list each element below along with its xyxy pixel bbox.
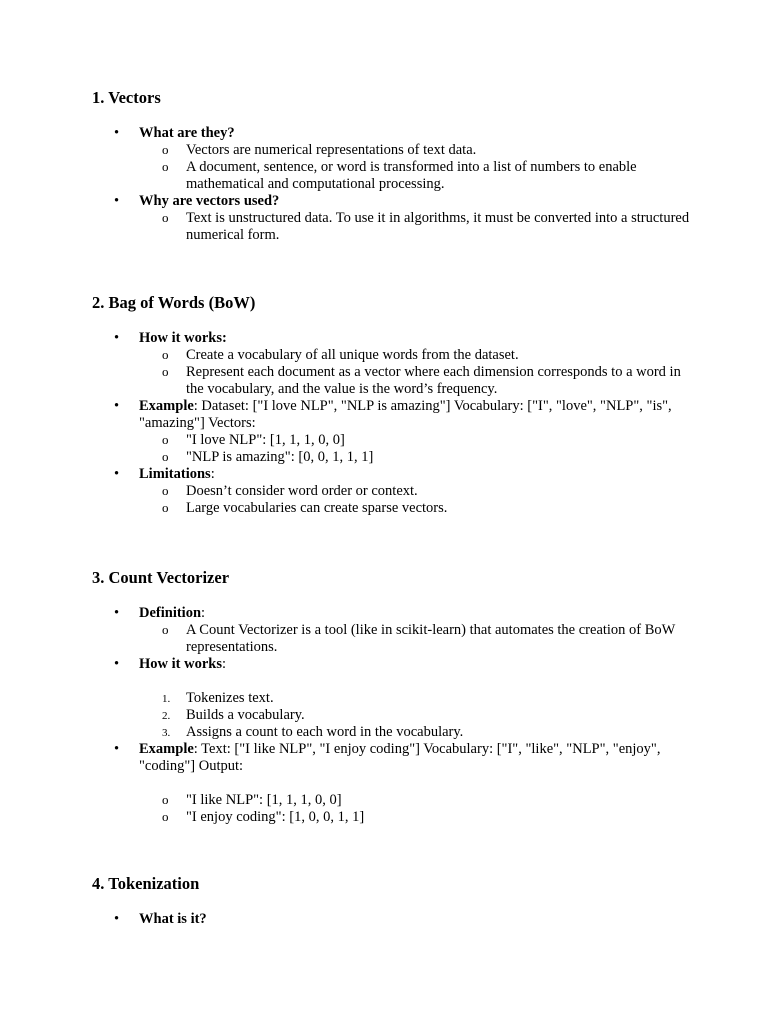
sub-list-item	[139, 449, 692, 466]
section-vectors	[92, 88, 692, 244]
sub-item-text: Text is unstructured data. To use it in algorithms, it must be converted into a structured numerical form.	[186, 210, 690, 243]
sub-list-item	[139, 500, 692, 517]
sub-list-item	[139, 432, 692, 449]
section-bag-of-words	[92, 293, 692, 517]
list-item	[92, 466, 692, 517]
bullet-glyph: •	[114, 193, 120, 209]
item-label: Why are vectors used?	[139, 193, 280, 209]
sub-item-text: "I like NLP": [1, 1, 1, 0, 0]	[186, 792, 342, 808]
list-item	[92, 125, 692, 193]
bullet-list	[92, 125, 692, 244]
sub-bullet: o	[162, 622, 169, 637]
sub-item-text: "I love NLP": [1, 1, 1, 0, 0]	[186, 432, 345, 448]
item-text: :	[201, 605, 206, 621]
step-number: 1.	[162, 693, 171, 705]
list-item	[92, 656, 692, 741]
sub-bullet: o	[162, 159, 169, 174]
step-text: Tokenizes text.	[186, 690, 274, 706]
item-label: Limitations	[139, 466, 211, 482]
step-text: Assigns a count to each word in the vocabulary.	[186, 724, 464, 740]
sub-item-text: "I enjoy coding": [1, 0, 0, 1, 1]	[186, 809, 365, 825]
list-item	[92, 605, 692, 656]
sub-item-text: A Count Vectorizer is a tool (like in scikit-learn) that automates the creation of BoW representations.	[186, 622, 676, 655]
sub-list	[139, 210, 692, 244]
section-heading: 1. Vectors	[92, 88, 161, 107]
numbered-item	[139, 724, 692, 741]
sub-list-item	[139, 347, 692, 364]
sub-list	[139, 142, 692, 193]
sub-list	[139, 792, 692, 826]
sub-bullet: o	[162, 364, 169, 379]
numbered-item	[139, 707, 692, 724]
item-label: Example	[139, 398, 194, 414]
sub-bullet: o	[162, 792, 169, 807]
sub-bullet: o	[162, 483, 169, 498]
sub-list	[139, 347, 692, 398]
sub-item-text: Represent each document as a vector where each dimension corresponds to a word in the vocabulary, and the value is the word’s frequency.	[186, 364, 681, 397]
list-item	[92, 398, 692, 466]
sub-list-item	[139, 364, 692, 398]
item-label: What is it?	[139, 911, 207, 927]
list-item	[92, 193, 692, 244]
bullet-glyph: •	[114, 398, 120, 414]
step-number: 3.	[162, 727, 171, 739]
sub-list-item	[139, 483, 692, 500]
sub-list-item	[139, 809, 692, 826]
sub-item-text: Large vocabularies can create sparse vectors.	[186, 500, 448, 516]
sub-bullet: o	[162, 347, 169, 362]
step-text: Builds a vocabulary.	[186, 707, 305, 723]
sub-list	[139, 622, 692, 656]
bullet-list	[92, 330, 692, 517]
sub-list-item	[139, 210, 692, 244]
item-label: How it works	[139, 656, 222, 672]
item-text: : Text: ["I like NLP", "I enjoy coding"] Vocabulary: ["I", "like", "NLP", "enjoy", "coding"] Output:	[139, 741, 661, 774]
sub-bullet: o	[162, 432, 169, 447]
item-label: Example	[139, 741, 194, 757]
sub-item-text: "NLP is amazing": [0, 0, 1, 1, 1]	[186, 449, 374, 465]
bullet-list	[92, 911, 692, 928]
section-tokenization	[92, 874, 692, 928]
item-text: :	[221, 656, 227, 672]
sub-item-text: A document, sentence, or word is transformed into a list of numbers to enable mathematical and computational processing.	[186, 159, 637, 192]
bullet-glyph: •	[114, 466, 120, 482]
sub-list-item	[139, 622, 692, 656]
sub-bullet: o	[162, 449, 169, 464]
bullet-glyph: •	[114, 330, 120, 346]
sub-list-item	[139, 792, 692, 809]
sub-bullet: o	[162, 809, 169, 824]
bullet-list	[92, 605, 692, 826]
numbered-list	[139, 690, 692, 741]
sub-list	[139, 483, 692, 517]
section-heading: 4. Tokenization	[92, 874, 200, 893]
bullet-glyph: •	[114, 605, 120, 621]
sub-bullet: o	[162, 142, 169, 157]
sub-list	[139, 432, 692, 466]
sub-bullet: o	[162, 210, 169, 225]
bullet-glyph: •	[114, 741, 120, 757]
sub-item-text: Create a vocabulary of all unique words from the dataset.	[186, 347, 519, 363]
sub-item-text: Vectors are numerical representations of text data.	[186, 142, 477, 158]
item-text: :	[210, 466, 215, 482]
section-heading: 3. Count Vectorizer	[92, 568, 230, 587]
item-label: What are they?	[139, 125, 235, 141]
item-text: : Dataset: ["I love NLP", "NLP is amazing"] Vocabulary: ["I", "love", "NLP", "is", "amazing"] Vectors:	[139, 398, 672, 431]
list-item	[92, 911, 692, 928]
sub-bullet: o	[162, 500, 169, 515]
item-label: How it works:	[139, 330, 227, 346]
list-item	[92, 741, 692, 826]
section-count-vectorizer	[92, 568, 692, 826]
list-item	[92, 330, 692, 398]
numbered-item	[139, 690, 692, 707]
sub-item-text: Doesn’t consider word order or context.	[186, 483, 418, 499]
bullet-glyph: •	[114, 911, 120, 927]
bullet-glyph: •	[114, 656, 120, 672]
step-number: 2.	[162, 710, 171, 722]
sub-list-item	[139, 142, 692, 159]
sub-list-item	[139, 159, 692, 193]
section-heading: 2. Bag of Words (BoW)	[92, 293, 256, 312]
bullet-glyph: •	[114, 125, 120, 141]
item-label: Definition	[139, 605, 202, 621]
